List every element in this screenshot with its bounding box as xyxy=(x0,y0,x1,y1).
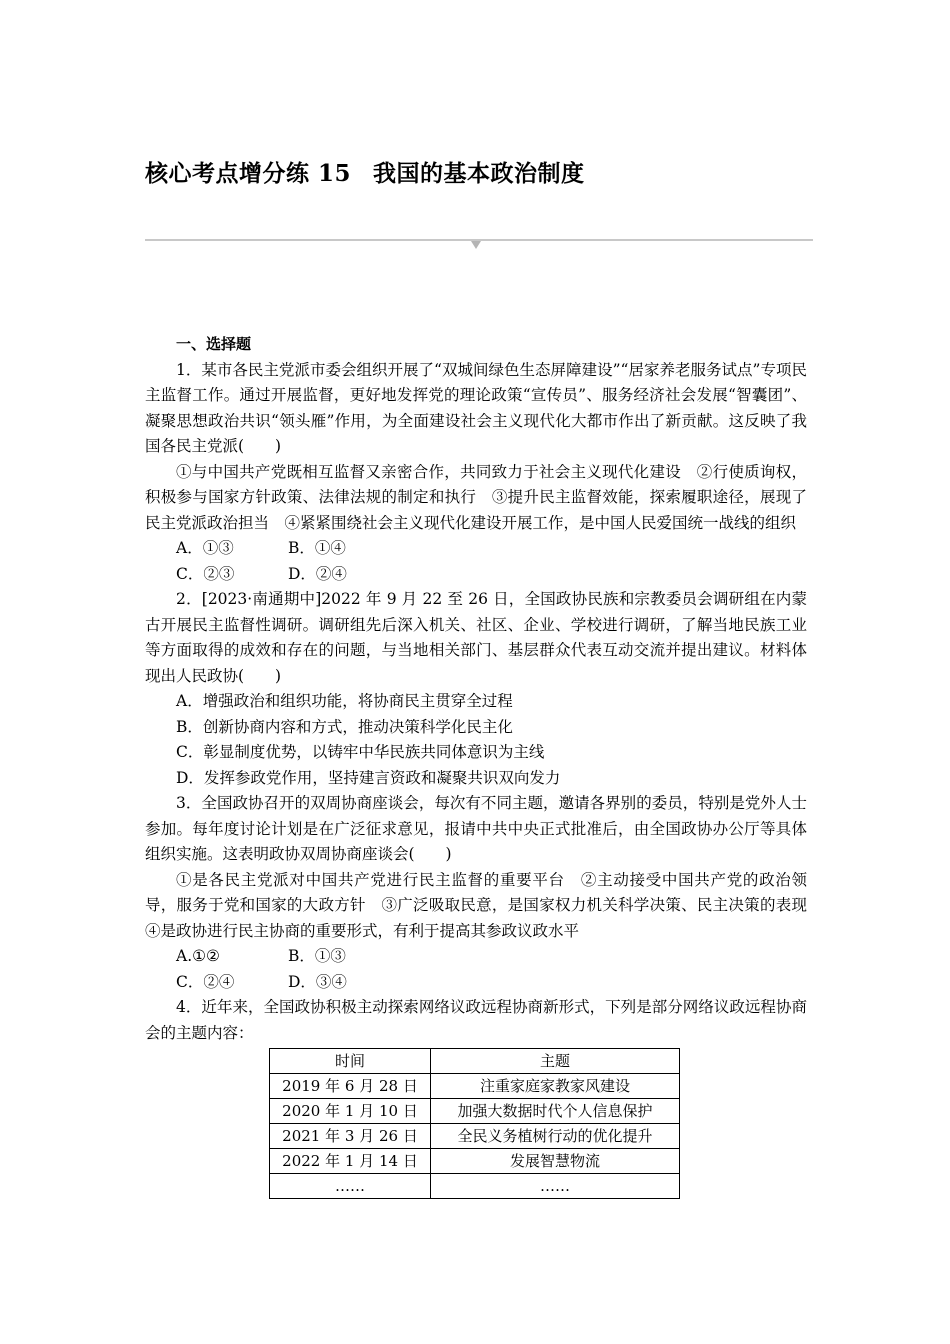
q3-options-row1 xyxy=(145,944,807,970)
q3-option-b[interactable]: B．①③ xyxy=(288,947,346,965)
table-cell-time: 2020 年 1 月 10 日 xyxy=(270,1099,431,1124)
table-cell-topic: 全民义务植树行动的优化提升 xyxy=(431,1124,680,1149)
table-cell-time: 2019 年 6 月 28 日 xyxy=(270,1074,431,1099)
q1-options-row1 xyxy=(145,536,807,562)
q1-options-row2 xyxy=(145,562,807,588)
table-row xyxy=(270,1124,680,1149)
table-header-row xyxy=(270,1049,680,1074)
table-row xyxy=(270,1074,680,1099)
q1-stem: 1．某市各民主党派市委会组织开展了“双城间绿色生态屏障建设”“居家养老服务试点”专项民主监督工作。通过开展监督，更好地发挥党的理论政策“宣传员”、服务经济社会发展“智囊团”、凝聚思想政治共识“领头雁”作用，为全面建设社会主义现代化大都市作出了新贡献。这反映了我国各民主党派( ) xyxy=(145,360,807,455)
divider-arrow-icon xyxy=(471,241,481,249)
table-cell-time: 2021 年 3 月 26 日 xyxy=(270,1124,431,1149)
table-row xyxy=(270,1149,680,1174)
q1-items: ①与中国共产党既相互监督又亲密合作，共同致力于社会主义现代化建设 ②行使质询权，积极参与国家方针政策、法律法规的制定和执行 ③提升民主监督效能，探索履职途径，展现了民主党派政治担当 ④紧紧围绕社会主义现代化建设开展工作，是中国人民爱国统一战线的组织 xyxy=(145,462,807,532)
q4-stem: 4．近年来，全国政协积极主动探索网络议政远程协商新形式，下列是部分网络议政远程协商会的主题内容： xyxy=(145,998,807,1042)
q3-option-c[interactable]: C．②④ xyxy=(176,972,235,991)
q1-option-a[interactable]: A．①③ xyxy=(176,539,234,557)
table-cell-topic: …… xyxy=(431,1174,680,1199)
q3-items: ①是各民主党派对中国共产党进行民主监督的重要平台 ②主动接受中国共产党的政治领导，服务于党和国家的大政方针 ③广泛吸取民意，是国家权力机关科学决策、民主决策的表现 ④是政协进行民主协商的重要形式，有利于提高其参政议政水平 xyxy=(145,870,823,940)
q3-options-row2 xyxy=(145,970,807,996)
q1-option-b[interactable]: B．①④ xyxy=(288,539,346,557)
table-row xyxy=(270,1099,680,1124)
q2-option-d[interactable]: D．发挥参政党作用，坚持建言资政和凝聚共识双向发力 xyxy=(176,768,561,787)
q3-option-d[interactable]: D．③④ xyxy=(288,972,347,991)
table-cell-time: …… xyxy=(270,1174,431,1199)
question-content xyxy=(145,332,823,1199)
section-heading: 一、选择题 xyxy=(176,335,252,353)
table-cell-topic: 加强大数据时代个人信息保护 xyxy=(431,1099,680,1124)
title-main: 核心考点增分练 15 xyxy=(145,160,352,187)
table-row xyxy=(270,1174,680,1199)
q1-option-c[interactable]: C．②③ xyxy=(176,564,235,583)
table-cell-topic: 注重家庭家教家风建设 xyxy=(431,1074,680,1099)
q4-table xyxy=(269,1048,680,1199)
q2-option-a[interactable]: A．增强政治和组织功能，将协商民主贯穿全过程 xyxy=(176,692,513,710)
page-title xyxy=(145,155,585,188)
q2-stem: 2．[2023·南通期中]2022 年 9 月 22 至 26 日，全国政协民族和宗教委员会调研组在内蒙古开展民主监督性调研。调研组先后深入机关、社区、企业、学校进行调研，了解当地民族工业等方面取得的成效和存在的问题，与当地相关部门、基层群众代表互动交流并提出建议。材料体现出人民政协( ) xyxy=(145,590,807,685)
table-cell-topic: 发展智慧物流 xyxy=(431,1149,680,1174)
title-sub: 我国的基本政治制度 xyxy=(373,160,585,187)
q3-option-a[interactable]: A.①② xyxy=(176,947,220,965)
q3-stem: 3．全国政协召开的双周协商座谈会，每次有不同主题，邀请各界别的委员，特别是党外人士参加。每年度讨论计划是在广泛征求意见，报请中共中央正式批准后，由全国政协办公厅等具体组织实施。这表明政协双周协商座谈会( ) xyxy=(145,794,807,863)
q1-option-d[interactable]: D．②④ xyxy=(288,564,347,583)
q2-option-b[interactable]: B．创新协商内容和方式，推动决策科学化民主化 xyxy=(176,717,513,736)
q2-option-c[interactable]: C．彰显制度优势，以铸牢中华民族共同体意识为主线 xyxy=(176,743,545,761)
table-cell-time: 2022 年 1 月 14 日 xyxy=(270,1149,431,1174)
table-header-time: 时间 xyxy=(270,1049,431,1074)
table-header-topic: 主题 xyxy=(431,1049,680,1074)
